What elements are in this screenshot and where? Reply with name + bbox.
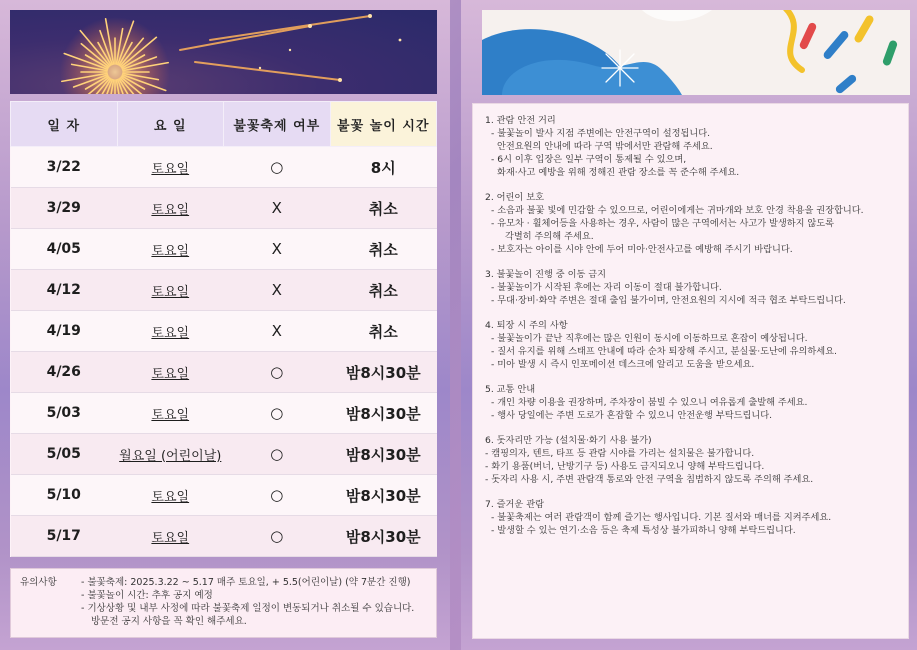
guide-line: 각별히 주의해 주세요. xyxy=(505,231,594,242)
table-row xyxy=(11,393,437,434)
day-cell xyxy=(117,434,224,475)
status-cell xyxy=(224,188,331,229)
guide-section xyxy=(485,434,908,486)
decorative-banner xyxy=(482,10,910,95)
status-cell xyxy=(224,516,331,557)
day-cell xyxy=(117,270,224,311)
guide-section xyxy=(485,319,908,371)
day-cell xyxy=(117,352,224,393)
day-cell xyxy=(117,393,224,434)
guide-section xyxy=(485,383,908,422)
abstract-shapes-illustration xyxy=(482,10,910,95)
notes-line: - 기상상황 및 내부 사정에 따라 불꽃축제 일정이 변동되거나 취소될 수 있습니다. xyxy=(81,603,415,614)
section-title: 4. 퇴장 시 주의 사항 xyxy=(485,320,568,331)
guide-line: - 행사 당일에는 주변 도로가 혼잡할 수 있으니 안전운행 부탁드립니다. xyxy=(491,410,773,421)
status-mark: ○ xyxy=(270,158,284,176)
guide-line: - 보호자는 아이를 시야 안에 두어 미아·안전사고를 예방해 주시기 바랍니다. xyxy=(491,244,793,255)
time-cell xyxy=(330,311,437,352)
time-cell xyxy=(330,270,437,311)
firework-burst-illustration xyxy=(10,10,437,94)
fireworks-banner xyxy=(10,10,437,94)
day-cell xyxy=(117,229,224,270)
day-label: 토요일 xyxy=(151,325,190,341)
notes-line: - 불꽃놀이 시간: 추후 공지 예정 xyxy=(81,590,213,601)
guide-section xyxy=(485,268,908,307)
time-label: 취소 xyxy=(368,240,398,259)
section-title: 6. 돗자리만 가능 (설치물·화기 사용 불가) xyxy=(485,435,652,446)
date-cell: 4/12 xyxy=(11,270,118,311)
guide-section xyxy=(485,191,908,256)
status-cell xyxy=(224,393,331,434)
status-mark: X xyxy=(271,281,282,299)
guide-line: - 발생할 수 있는 연기·소음 등은 축제 특성상 불가피하니 양해 부탁드립니다. xyxy=(491,525,796,536)
visitor-guide xyxy=(472,103,909,639)
section-title: 2. 어린이 보호 xyxy=(485,192,544,203)
table-header-row xyxy=(11,102,437,147)
day-label: 토요일 xyxy=(151,161,190,177)
date-cell: 3/29 xyxy=(11,188,118,229)
header-fireworks-time: 불꽃 놀이 시간 xyxy=(330,102,437,147)
guide-line: - 불꽃놀이 발사 지점 주변에는 안전구역이 설정됩니다. xyxy=(491,128,711,139)
time-label: 취소 xyxy=(368,199,398,218)
section-title: 1. 관람 안전 거리 xyxy=(485,115,556,126)
status-cell xyxy=(224,352,331,393)
day-label: 토요일 xyxy=(151,366,190,382)
day-label: 토요일 xyxy=(151,243,190,259)
guide-section xyxy=(485,498,908,537)
time-label: 밤8시30분 xyxy=(345,527,421,546)
notes-line: 방문전 공지 사항을 꼭 확인 해주세요. xyxy=(91,616,247,627)
notes-box xyxy=(10,568,437,638)
guide-section xyxy=(485,114,908,179)
date-cell: 4/05 xyxy=(11,229,118,270)
date-cell: 5/10 xyxy=(11,475,118,516)
guide-line: - 캠핑의자, 텐트, 타프 등 관람 시야를 가리는 설치물은 불가합니다. xyxy=(485,448,755,459)
status-mark: X xyxy=(271,199,282,217)
guide-line: 안전요원의 안내에 따라 구역 밖에서만 관람해 주세요. xyxy=(497,141,713,152)
day-label: 토요일 xyxy=(151,202,190,218)
schedule-table-card xyxy=(10,101,437,557)
guide-line: - 소음과 불꽃 빛에 민감할 수 있으므로, 어린이에게는 귀마개와 보호 안경 착용을 권장합니다. xyxy=(491,205,864,216)
date-cell: 5/03 xyxy=(11,393,118,434)
guide-line: - 질서 유지를 위해 스태프 안내에 따라 순차 퇴장해 주시고, 분실물·도난에 유의하세요. xyxy=(491,346,837,357)
time-label: 밤8시30분 xyxy=(345,404,421,423)
time-label: 8시 xyxy=(370,158,396,177)
guide-line: - 무대·장비·화약 주변은 절대 출입 불가이며, 안전요원의 지시에 적극 협조 부탁드립니다. xyxy=(491,295,846,306)
table-row xyxy=(11,434,437,475)
guide-line: - 유모차 · 휠체어등을 사용하는 경우, 사람이 많은 구역에서는 사고가 발생하지 않도록 xyxy=(491,218,835,229)
notes-label: 유의사항 xyxy=(20,577,57,588)
section-title: 7. 즐거운 관람 xyxy=(485,499,544,510)
guide-line: - 불꽃축제는 여러 관람객이 함께 즐기는 행사입니다. 기본 질서와 매너를 지켜주세요. xyxy=(491,512,832,523)
status-cell xyxy=(224,311,331,352)
guide-line: - 불꽃놀이가 시작된 후에는 자리 이동이 절대 불가합니다. xyxy=(491,282,722,293)
guide-line: - 돗자리 사용 시, 주변 관람객 통로와 안전 구역을 침범하지 않도록 주의해 주세요. xyxy=(485,474,814,485)
status-mark: ○ xyxy=(270,486,284,504)
time-label: 취소 xyxy=(368,281,398,300)
day-label: 월요일 (어린이날) xyxy=(119,448,222,464)
status-mark: ○ xyxy=(270,445,284,463)
day-label: 토요일 xyxy=(151,407,190,423)
guide-line: - 화기 용품(버너, 난방기구 등) 사용도 금지되오니 양해 부탁드립니다. xyxy=(485,461,765,472)
header-festival-status: 불꽃축제 여부 xyxy=(224,102,331,147)
table-row xyxy=(11,516,437,557)
header-day: 요 일 xyxy=(117,102,224,147)
section-title: 3. 불꽃놀이 진행 중 이동 금지 xyxy=(485,269,606,280)
time-label: 취소 xyxy=(368,322,398,341)
guide-line: - 6시 이후 입장은 일부 구역이 통제될 수 있으며, xyxy=(491,154,687,165)
guide-line: - 불꽃놀이가 끝난 직후에는 많은 인원이 동시에 이동하므로 혼잡이 예상됩니다. xyxy=(491,333,808,344)
date-cell: 4/26 xyxy=(11,352,118,393)
status-cell xyxy=(224,147,331,188)
day-cell xyxy=(117,516,224,557)
date-cell: 3/22 xyxy=(11,147,118,188)
table-row xyxy=(11,270,437,311)
status-cell xyxy=(224,434,331,475)
day-cell xyxy=(117,475,224,516)
guide-line: - 개인 차량 이용을 권장하며, 주차장이 붐빌 수 있으니 여유롭게 출발해 주세요. xyxy=(491,397,808,408)
notes-line: - 불꽃축제: 2025.3.22 ~ 5.17 매주 토요일, + 5.5(어린이날) (약 7분간 진행) xyxy=(81,577,411,588)
status-mark: X xyxy=(271,240,282,258)
status-mark: ○ xyxy=(270,404,284,422)
status-cell xyxy=(224,475,331,516)
schedule-table xyxy=(10,101,437,557)
day-cell xyxy=(117,311,224,352)
day-cell xyxy=(117,147,224,188)
day-cell xyxy=(117,188,224,229)
time-cell xyxy=(330,475,437,516)
time-cell xyxy=(330,147,437,188)
time-label: 밤8시30분 xyxy=(345,445,421,464)
table-row xyxy=(11,475,437,516)
status-mark: ○ xyxy=(270,363,284,381)
time-cell xyxy=(330,393,437,434)
day-label: 토요일 xyxy=(151,530,190,546)
table-row xyxy=(11,188,437,229)
status-mark: X xyxy=(271,322,282,340)
time-label: 밤8시30분 xyxy=(345,486,421,505)
table-row xyxy=(11,352,437,393)
section-title: 5. 교통 안내 xyxy=(485,384,536,395)
time-label: 밤8시30분 xyxy=(345,363,421,382)
time-cell xyxy=(330,434,437,475)
status-cell xyxy=(224,229,331,270)
date-cell: 5/05 xyxy=(11,434,118,475)
table-row xyxy=(11,311,437,352)
time-cell xyxy=(330,188,437,229)
notes-lines xyxy=(81,576,430,628)
time-cell xyxy=(330,516,437,557)
table-row xyxy=(11,147,437,188)
guide-line: 화재·사고 예방을 위해 정해진 관람 장소를 꼭 준수해 주세요. xyxy=(497,167,740,178)
time-cell xyxy=(330,229,437,270)
date-cell: 4/19 xyxy=(11,311,118,352)
day-label: 토요일 xyxy=(151,284,190,300)
header-date: 일 자 xyxy=(11,102,118,147)
status-mark: ○ xyxy=(270,527,284,545)
day-label: 토요일 xyxy=(151,489,190,505)
guide-line: - 미아 발생 시 즉시 인포메이션 데스크에 알리고 도움을 받으세요. xyxy=(491,359,755,370)
date-cell: 5/17 xyxy=(11,516,118,557)
time-cell xyxy=(330,352,437,393)
status-cell xyxy=(224,270,331,311)
table-row xyxy=(11,229,437,270)
